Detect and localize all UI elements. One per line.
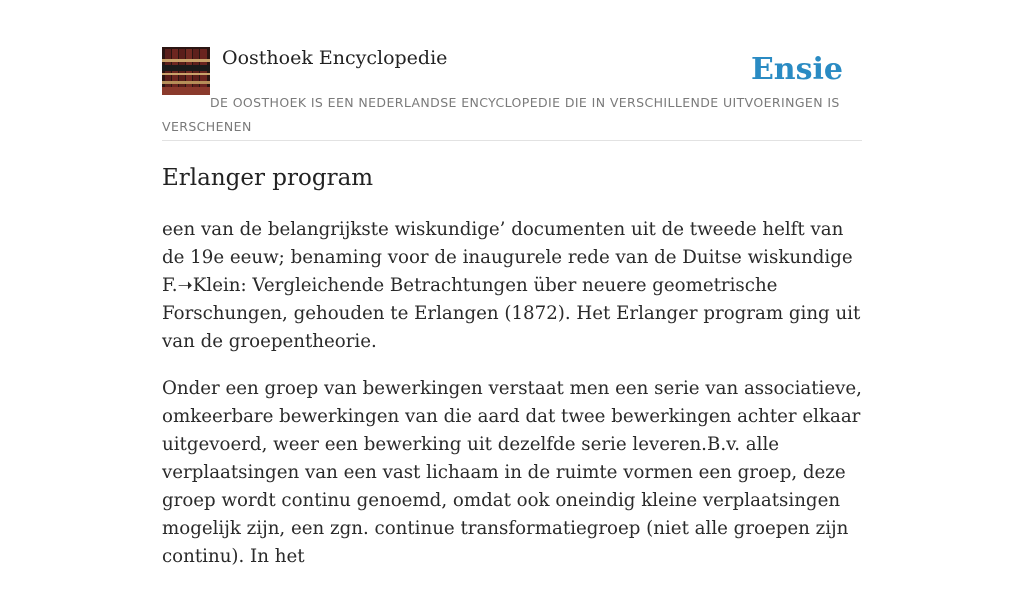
article-title: Erlanger program	[162, 165, 374, 191]
article-paragraph: een van de belangrijkste wiskundige’ documenten uit de tweede helft van de 19e eeuw; benaming voor de inaugurele rede van de Duitse wiskundige F.➝Klein: Vergleichende Betrachtungen über neuere geometrische Forschungen, gehouden te Erlangen (1872). Het Erlanger program ging uit van de groepentheorie.	[162, 219, 861, 352]
encyclopedia-books-icon[interactable]	[162, 47, 210, 95]
site-name[interactable]: Oosthoek Encyclopedie	[222, 47, 448, 69]
article-paragraph: Onder een groep van bewerkingen verstaat men een serie van associatieve, omkeerbare bewerkingen van die aard dat twee bewerkingen achter elkaar uitgevoerd, weer een bewerking uit dezelfde serie leveren.B.v. alle verplaatsingen van een vast lichaam in de ruimte vormen een groep, deze groep wordt continu genoemd, omdat ook oneindig kleine verplaatsingen mogelijk zijn, een zgn. continue transformatiegroep (niet alle groepen zijn continu). In het	[162, 378, 862, 567]
brand-logo[interactable]: Ensie	[750, 52, 843, 87]
site-header	[162, 46, 862, 141]
article-body	[162, 216, 864, 590]
site-tagline: DE OOSTHOEK IS EEN NEDERLANDSE ENCYCLOPEDIE DIE IN VERSCHILLENDE UITVOERINGEN IS VERSCHENEN	[162, 95, 840, 134]
